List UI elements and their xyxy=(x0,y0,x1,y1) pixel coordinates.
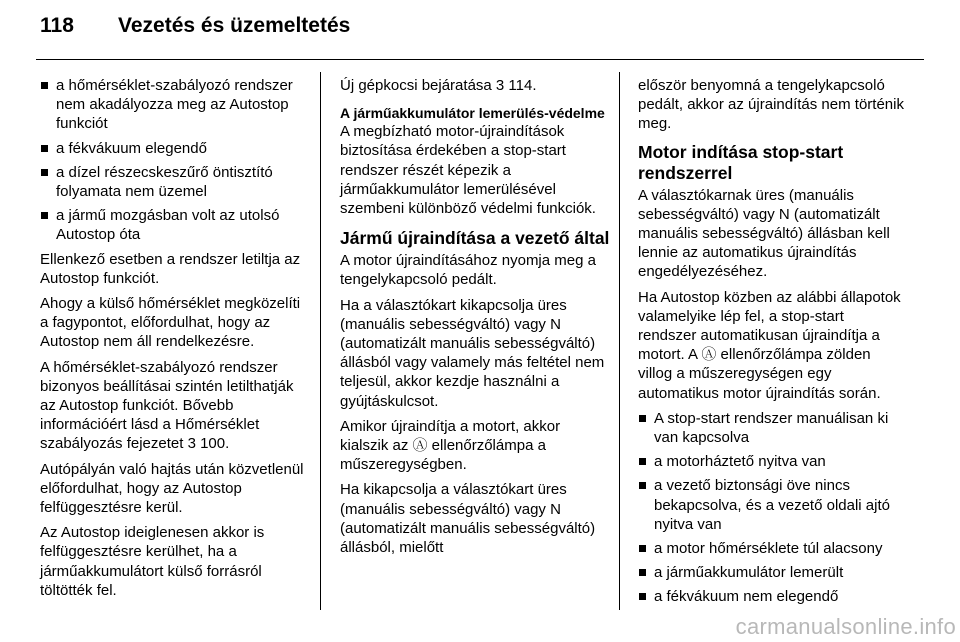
paragraph: Autópályán való hajtás után közvetlenül előfordulhat, hogy az Autostop felfüggesztésre kerül. xyxy=(40,460,304,517)
column-3 xyxy=(638,76,906,612)
column-divider-2 xyxy=(619,72,620,610)
section-title: Vezetés és üzemeltetés xyxy=(118,14,351,37)
column-2 xyxy=(340,76,608,563)
list-item: a dízel részecskeszűrő öntisztító folyamata nem üzemel xyxy=(40,163,308,201)
paragraph: A motor újraindításához nyomja meg a tengelykapcsoló pedált. xyxy=(340,252,596,289)
watermark: carmanualsonline.info xyxy=(735,614,956,639)
list-item: a fékvákuum elegendő xyxy=(40,139,308,158)
paragraph: Amikor újraindítja a motort, akkor kialszik az Ⓐ ellenőrzőlámpa a műszeregységben. xyxy=(340,417,561,474)
paragraph: Ha a választókart kikapcsolja üres (manuális sebességváltó) vagy N (automatizált manuális sebességváltó) állásból vagy valamely más feltétel nem teljesül, akkor kezdje használni a gyújtáskulcsot. xyxy=(340,296,605,410)
paragraph: Új gépkocsi bejáratása 3 114. xyxy=(340,77,537,94)
list-item: a hőmérséklet-szabályozó rendszer nem akadályozza meg az Autostop funkciót xyxy=(40,76,308,134)
paragraph: Ahogy a külső hőmérséklet megközelíti a fagypontot, előfordulhat, hogy az Autostop nem áll rendelkezésre. xyxy=(40,295,301,351)
paragraph: A megbízható motor-újraindítások biztosítása érdekében a stop-start rendszer részét képezik a járműakkumulátor lemerülésével szembeni különböző védelmi funkciók. xyxy=(340,123,596,218)
page-number: 118 xyxy=(40,14,74,37)
section-heading: Motor indítása stop-start rendszerrel xyxy=(638,141,844,183)
paragraph: Ellenkező esetben a rendszer letiltja az Autostop funkciót. xyxy=(40,250,301,287)
paragraph: A hőmérséklet-szabályozó rendszer bizonyos beállításai szintén letilthatják az Autostop funkciót. Bővebb információért lásd a Hőmérséklet szabályozás fejezetet 3 100. xyxy=(40,358,294,453)
header-rule xyxy=(36,59,924,60)
page-header xyxy=(40,14,350,50)
paragraph: Ha kikapcsolja a választókart üres (manuális sebességváltó) vagy N (automatizált manuális sebességváltó) állásból, mielőtt xyxy=(340,481,596,557)
list-item: a motor hőmérséklete túl alacsony xyxy=(638,539,906,558)
list-item: a jármű mozgásban volt az utolsó Autostop óta xyxy=(40,206,308,244)
section-heading: Jármű újraindítása a vezető által xyxy=(340,228,610,249)
list-item: A stop-start rendszer manuálisan ki van kapcsolva xyxy=(638,409,906,447)
paragraph: A választókarnak üres (manuális sebességváltó) vagy N (automatizált manuális sebességváltó) állásban kell lennie az automatikus újraindítás engedélyezéséhez. xyxy=(638,186,890,281)
paragraph: Az Autostop ideiglenesen akkor is felfüggesztésre kerülhet, ha a járműakkumulátort külső forrásról töltötték fel. xyxy=(40,524,265,599)
list-item: a vezető biztonsági öve nincs bekapcsolva, és a vezető oldali ajtó nyitva van xyxy=(638,476,906,534)
list-item: a motorháztető nyitva van xyxy=(638,452,906,471)
column-1 xyxy=(40,76,308,606)
paragraph: Ha Autostop közben az alábbi állapotok valamelyike lép fel, a stop-start rendszer automatikusan újraindítja a motort. A Ⓐ ellenőrzőlámpa zölden villog a műszeregységen egy automatikus motor újraindítás során. xyxy=(638,288,901,402)
column-divider-1 xyxy=(320,72,321,610)
paragraph: először benyomná a tengelykapcsoló pedált, akkor az újraindítás nem történik meg. xyxy=(638,77,904,133)
list-item: a járműakkumulátor lemerült xyxy=(638,563,906,582)
list-item: a fékvákuum nem elegendő xyxy=(638,587,906,606)
subheading: A járműakkumulátor lemerülés-védelme xyxy=(340,105,605,122)
